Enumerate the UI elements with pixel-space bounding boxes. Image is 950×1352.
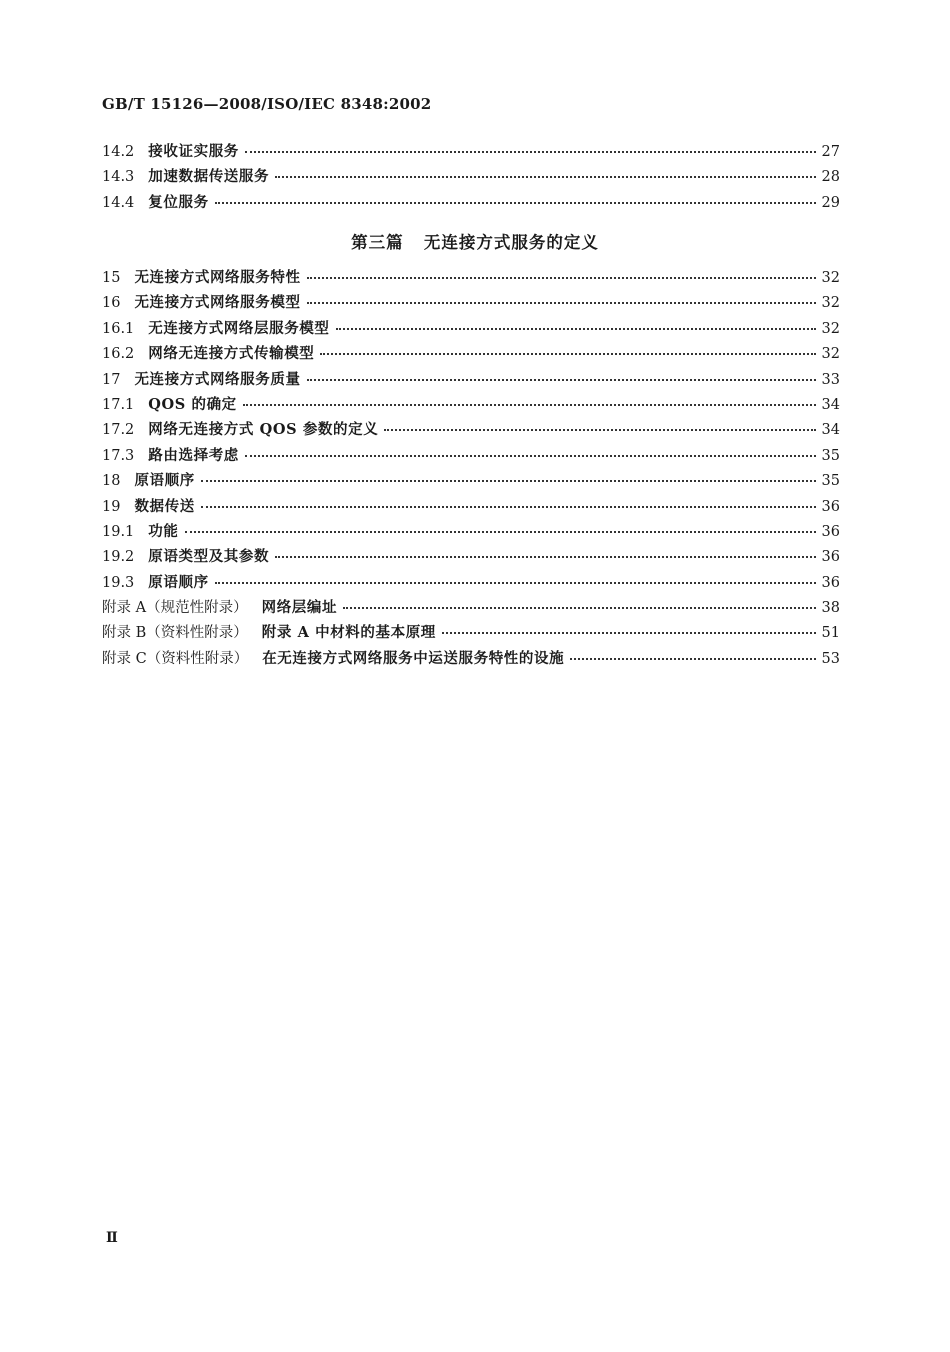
toc-leader-dots	[343, 593, 815, 609]
toc-entry-title: QOS 的确定	[148, 395, 237, 413]
toc-entry-title: 数据传送	[134, 497, 195, 515]
document-header: GB/T 15126—2008/ISO/IEC 8348:2002	[102, 95, 432, 113]
toc-entry-number: 17.3	[102, 447, 135, 464]
toc-entry-number: 17	[102, 371, 121, 388]
toc-list-part2	[102, 266, 840, 672]
toc-entry-page: 33	[821, 371, 840, 388]
toc-entry-title: 网络无连接方式传输模型	[148, 345, 315, 363]
toc-entry-number: 19.1	[102, 523, 135, 540]
toc-entry-number: 16.1	[102, 320, 135, 337]
toc-list-part1	[102, 140, 840, 216]
toc-entry-page: 34	[821, 422, 840, 439]
toc-entry-title: 无连接方式网络层服务模型	[148, 319, 330, 337]
toc-entry-number: 19.3	[102, 574, 135, 591]
toc-entry-page: 35	[821, 447, 840, 464]
toc-entry-page: 51	[821, 625, 840, 642]
toc-entry-title: 无连接方式网络服务质量	[134, 370, 301, 388]
toc-entry-page: 36	[821, 549, 840, 566]
toc-entry-number: 16.2	[102, 346, 135, 363]
toc-entry-title: 网络无连接方式 QOS 参数的定义	[148, 421, 379, 439]
toc-entry-page: 36	[821, 523, 840, 540]
toc-leader-dots	[245, 137, 816, 153]
toc-leader-dots	[384, 415, 815, 431]
toc-leader-dots	[320, 339, 815, 355]
toc-entry-title: 接收证实服务	[148, 143, 239, 160]
toc-entry-number: 14.2	[102, 144, 135, 160]
toc-leader-dots	[275, 542, 815, 558]
toc-entry-title: 网络层编址	[261, 599, 338, 617]
page-number: Ⅱ	[106, 1230, 118, 1246]
toc-entry-title: 附录 A 中材料的基本原理	[261, 624, 436, 642]
toc-entry-number: 14.3	[102, 169, 135, 186]
toc-leader-dots	[243, 390, 816, 406]
toc-entry-title: 功能	[148, 522, 179, 540]
toc-entry-page: 32	[821, 295, 840, 312]
toc-entry-title: 加速数据传送服务	[148, 168, 270, 186]
toc-entry-page: 32	[821, 320, 840, 337]
toc-leader-dots	[307, 365, 816, 381]
toc-leader-dots	[570, 644, 815, 660]
toc-entry-number: 19.2	[102, 549, 135, 566]
toc-entry-page: 38	[821, 600, 840, 617]
toc-entry-page: 32	[821, 270, 840, 286]
toc-entry-number: 14.4	[102, 194, 135, 211]
toc-entry-title: 路由选择考虑	[148, 446, 239, 464]
toc-entry-title: 无连接方式网络服务模型	[134, 294, 301, 312]
toc-entry-title: 原语顺序	[148, 573, 209, 591]
toc-entry-page: 32	[821, 346, 840, 363]
toc-entry-page: 34	[821, 396, 840, 413]
toc-leader-dots	[275, 162, 815, 178]
toc-leader-dots	[215, 188, 816, 204]
toc-entry-page: 27	[821, 144, 840, 160]
toc-entry-number: 18	[102, 473, 121, 490]
toc-entry-annex[interactable]	[102, 647, 840, 672]
toc-entry-page: 53	[821, 650, 840, 667]
toc-entry-page: 28	[821, 169, 840, 186]
toc-entry-page: 36	[821, 574, 840, 591]
toc-entry-number: 附录 B（资料性附录）	[102, 625, 248, 642]
toc-leader-dots	[201, 492, 816, 508]
toc-entry-title: 无连接方式网络服务特性	[134, 269, 301, 286]
toc-leader-dots	[442, 618, 816, 634]
toc-entry-title: 原语顺序	[134, 472, 195, 490]
toc-leader-dots	[215, 568, 816, 584]
toc-entry-page: 36	[821, 498, 840, 515]
toc-leader-dots	[307, 288, 816, 304]
toc-leader-dots	[185, 517, 816, 533]
toc-entry-title: 在无连接方式网络服务中运送服务特性的设施	[262, 649, 565, 667]
toc-entry-number: 17.1	[102, 396, 135, 413]
toc-leader-dots	[307, 263, 816, 279]
toc-entry-title: 复位服务	[148, 193, 209, 211]
toc-leader-dots	[336, 314, 816, 330]
toc-entry-title: 原语类型及其参数	[148, 548, 270, 566]
toc-entry-number: 17.2	[102, 422, 135, 439]
toc-leader-dots	[245, 441, 816, 457]
toc-leader-dots	[201, 466, 816, 482]
toc-entry-number: 19	[102, 498, 121, 515]
toc-entry-number: 15	[102, 270, 121, 286]
section-heading: 第三篇 无连接方式服务的定义	[351, 233, 599, 252]
toc-entry-number: 附录 C（资料性附录）	[102, 650, 249, 667]
toc-entry[interactable]	[102, 191, 840, 216]
toc-entry-number: 附录 A（规范性附录）	[102, 600, 248, 617]
toc-entry-page: 35	[821, 473, 840, 490]
toc-entry-page: 29	[821, 194, 840, 211]
toc-entry-number: 16	[102, 295, 121, 312]
